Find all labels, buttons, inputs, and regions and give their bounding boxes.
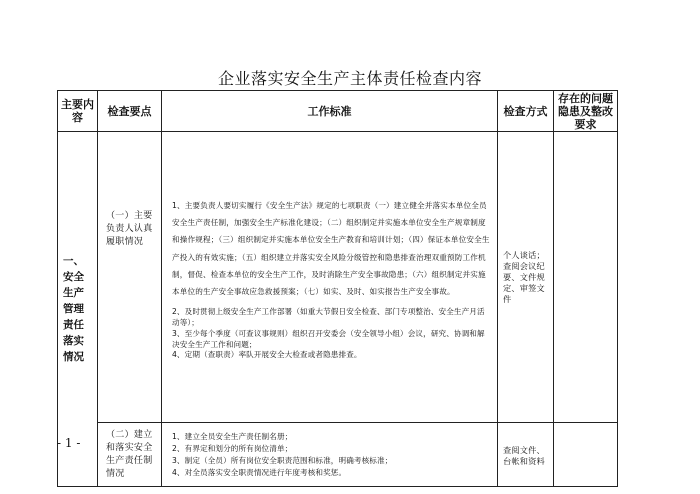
work-standard-cell — [162, 423, 498, 487]
issues-cell — [554, 423, 618, 487]
standard-list — [172, 307, 491, 361]
inspection-table — [57, 90, 618, 487]
standard-item: 4、对全员落实安全职责情况进行年度考核和奖惩。 — [172, 467, 347, 477]
work-standard-cell — [162, 132, 498, 423]
check-point-text: （一）主要负责人认真履职情况 — [106, 211, 153, 247]
standard-item: 3、制定（全员）所有岗位安全职责范围和标准，明确考核标准； — [172, 455, 393, 465]
main-content-cell: 一、安全生产管理责任落实情况 — [58, 132, 98, 487]
check-method-cell: 个人谈话；查阅会议纪要、文件规定、审签文件 — [498, 132, 554, 423]
table-row — [58, 423, 618, 487]
check-point-cell: （二）建立和落实安全生产责任制情况 — [98, 423, 162, 487]
standard-item: 1、建立全员安全生产责任制名册； — [172, 431, 293, 441]
header-work-standard: 工作标准 — [162, 91, 498, 132]
check-method-cell: 查阅文件、台帐和资料 — [498, 423, 554, 487]
issues-cell — [554, 132, 618, 423]
page-number: - 1 - — [57, 436, 81, 450]
standard-item: 4、定期（查职责）率队开展安全大检查或者隐患排查。 — [172, 350, 362, 360]
header-issues: 存在的问题隐患及整改要求 — [554, 91, 618, 132]
standard-item: 3、至少每个季度（可查议事规则）组织召开安委会（安全领导小组）会议，研究、协调和解决安全生产工作和问题； — [172, 328, 485, 349]
standard-paragraph: 1、主要负责人要切实履行《安全生产法》规定的七项职责（一）建立健全并落实本单位全员安全生产责任制，加强安全生产标准化建设；（二）组织制定并实施本单位安全生产规章制度和操作规程；（三）组织制定并实施本单位安全生产教育和培训计划；（四）保证本单位安全生产投入的有效实施；（五）组织建立并落实安全风险分级管控和隐患排查治理双重预防工作机制，督促、检查本单位的安全生产工作，及时消除生产安全事故隐患；（六）组织制定并实施本单位的生产安全事故应急救援预案；（七）如实、及时、如实报告生产安全事故。 — [172, 200, 490, 296]
header-main-content: 主要内容 — [58, 91, 98, 132]
header-check-points: 检查要点 — [98, 91, 162, 132]
standard-item: 2、有界定和划分的所有岗位清单； — [172, 443, 293, 453]
table-row — [58, 132, 618, 423]
table-header-row — [58, 91, 618, 132]
check-point-cell — [98, 132, 162, 423]
header-check-method: 检查方式 — [498, 91, 554, 132]
standard-list — [172, 431, 491, 479]
standard-item: 2、及时贯彻上级安全生产工作部署（如重大节假日安全检查、部门专项整治、安全生产月活动等）； — [172, 307, 485, 327]
document-title: 企业落实安全生产主体责任检查内容 — [217, 69, 482, 88]
